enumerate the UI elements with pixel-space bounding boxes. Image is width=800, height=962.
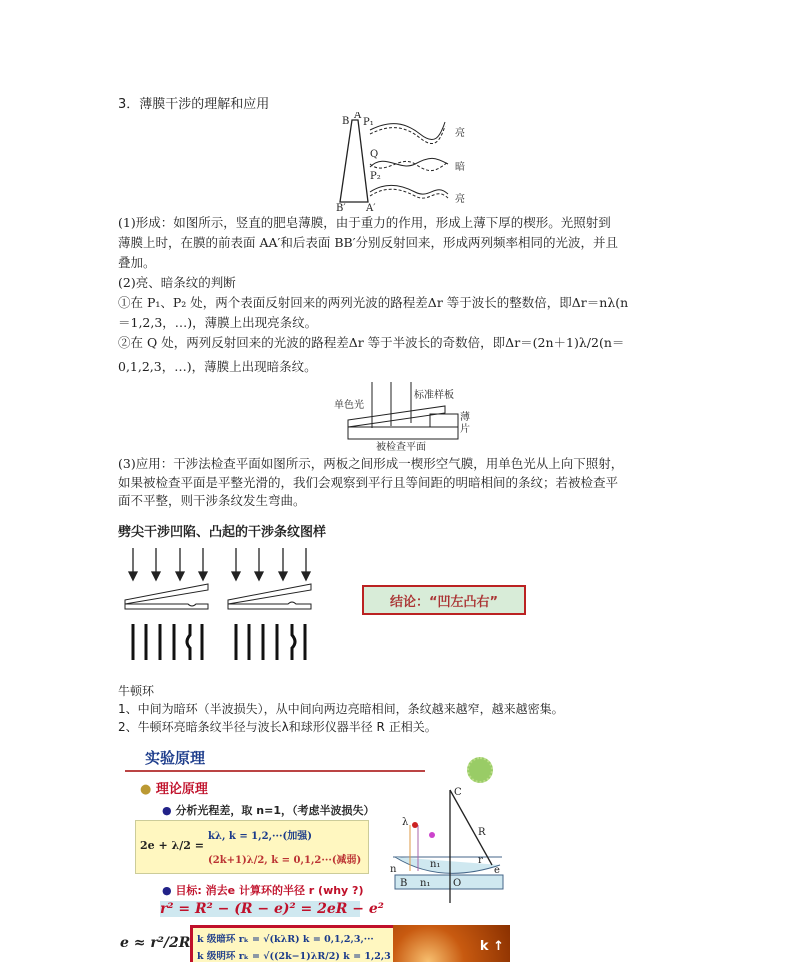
para2-title: (2)亮、暗条纹的判断: [118, 275, 236, 290]
slide-subtitle: [140, 778, 208, 797]
label-dark: 暗: [455, 162, 465, 173]
bullet-2: [162, 882, 363, 898]
experiment-principle-slide: [120, 745, 510, 962]
para1-line3: 叠加。: [118, 255, 156, 270]
label-C: C: [454, 787, 462, 798]
radius-equation: r² = R² − (R − e)² = 2eR − e²: [160, 901, 384, 917]
ring-formula-box: [190, 925, 396, 962]
label-P1: P₁: [363, 117, 374, 128]
dark-ring-formula: k 级暗环 rₖ = √(kλR) k = 0,1,2,3,···: [197, 934, 374, 945]
label-sheet-2: 片: [460, 424, 470, 435]
slide-title: 实验原理: [145, 749, 206, 767]
approx-equation: e ≈ r²/2R: [120, 935, 191, 951]
label-n1-bottom: n₁: [420, 878, 431, 889]
label-bright-2: 亮: [455, 194, 465, 205]
label-Q: Q: [370, 149, 379, 160]
logo-icon: [467, 757, 493, 783]
slide-title-rule: [125, 770, 425, 772]
label-B: B: [400, 878, 408, 889]
label-standard-plate: 标准样板: [414, 390, 454, 401]
label-bright-1: 亮: [455, 128, 465, 139]
label-n: n: [390, 864, 397, 875]
bullet-1-text: 分析光程差，取 n=1，（考虑半波损失）: [175, 804, 375, 817]
wedge-heading: 劈尖干涉凹陷、凸起的干涉条纹图样: [118, 525, 327, 540]
para2a-line2: ＝1,2,3，…)，薄膜上出现亮条纹。: [118, 315, 318, 330]
newton-title: 牛顿环: [118, 684, 155, 698]
k-arrow-label: k ↑: [479, 939, 504, 954]
flatness-test-diagram: [330, 380, 480, 452]
lhs-formula: 2e + λ/2 =: [140, 839, 204, 852]
para2b-line1: ②在 Q 处，两列反射回来的光波的路程差Δr 等于半波长的奇数倍，即Δr＝(2n＋1)λ/2(n＝: [118, 335, 625, 350]
para2b-line2: 0,1,2,3，…)，薄膜上出现暗条纹。: [118, 359, 317, 374]
label-B: B: [342, 116, 350, 127]
label-B-prime: B′: [336, 203, 346, 212]
newton-item-2: 2、牛顿环亮暗条纹半径与波长λ和球形仪器半径 R 正相关。: [118, 720, 437, 734]
bullet-icon: ●: [162, 884, 176, 897]
label-monochromatic-light: 单色光: [334, 400, 364, 411]
para2a-line1: ①在 P₁、P₂ 处，两个表面反射回来的两列光波的路程差Δr 等于波长的整数倍，即Δr＝nλ(n: [118, 295, 629, 310]
case-destructive: (2k+1)λ/2, k = 0,1,2···(减弱): [208, 855, 362, 866]
newton-rings-image: [393, 925, 510, 962]
para3-line2: 如果被检查平面是平整光滑的，我们会观察到平行且等间距的明暗相间的条纹；若被检查平: [118, 475, 619, 490]
label-n1-top: n₁: [430, 859, 441, 870]
para3-line3: 面不平整，则干涉条纹发生弯曲。: [118, 493, 306, 508]
bullet-icon: ●: [162, 804, 176, 817]
para3-line1: (3)应用：干涉法检查平面如图所示，两板之间形成一楔形空气膜，用单色光从上向下照射，: [118, 456, 624, 471]
bright-ring-formula: k 级明环 rₖ = √((2k−1)λR/2) k = 1,2,3: [197, 951, 391, 962]
label-sheet-1: 薄: [460, 412, 470, 423]
soap-film-diagram: [330, 112, 480, 212]
label-P2: P₂: [370, 171, 381, 182]
conclusion-box: 结论：“凹左凸右”: [362, 585, 526, 615]
label-A-prime: A′: [366, 203, 376, 212]
label-r: r: [478, 855, 483, 866]
case-constructive: kλ, k = 1,2,···(加强): [208, 831, 312, 842]
label-e: e: [494, 865, 500, 876]
label-test-surface: 被检查平面: [376, 442, 426, 452]
label-R: R: [478, 827, 486, 838]
section-title: 3．薄膜干涉的理解和应用: [118, 97, 270, 112]
wedge-interference-diagram: [120, 548, 320, 668]
slide-subtitle-text: 理论原理: [155, 782, 208, 797]
label-O: O: [453, 878, 462, 889]
bullet-icon: ●: [140, 782, 156, 797]
newton-ring-geometry-diagram: [390, 785, 505, 905]
para1-line2: 薄膜上时，在膜的前表面 AA′和后表面 BB′分别反射回来，形成两列频率相同的光波，并且: [118, 235, 619, 250]
label-lambda: λ: [402, 817, 409, 828]
para1-line1: (1)形成：如图所示，竖直的肥皂薄膜，由于重力的作用，形成上薄下厚的楔形。光照射到: [118, 215, 611, 230]
label-A: A: [354, 112, 362, 121]
bullet-1: [162, 802, 374, 818]
bullet-2-text: 目标: 消去e 计算环的半径 r (why ?): [175, 884, 364, 897]
newton-item-1: 1、中间为暗环（半波损失），从中间向两边亮暗相间，条纹越来越窄，越来越密集。: [118, 702, 564, 716]
condition-box: [135, 820, 369, 874]
